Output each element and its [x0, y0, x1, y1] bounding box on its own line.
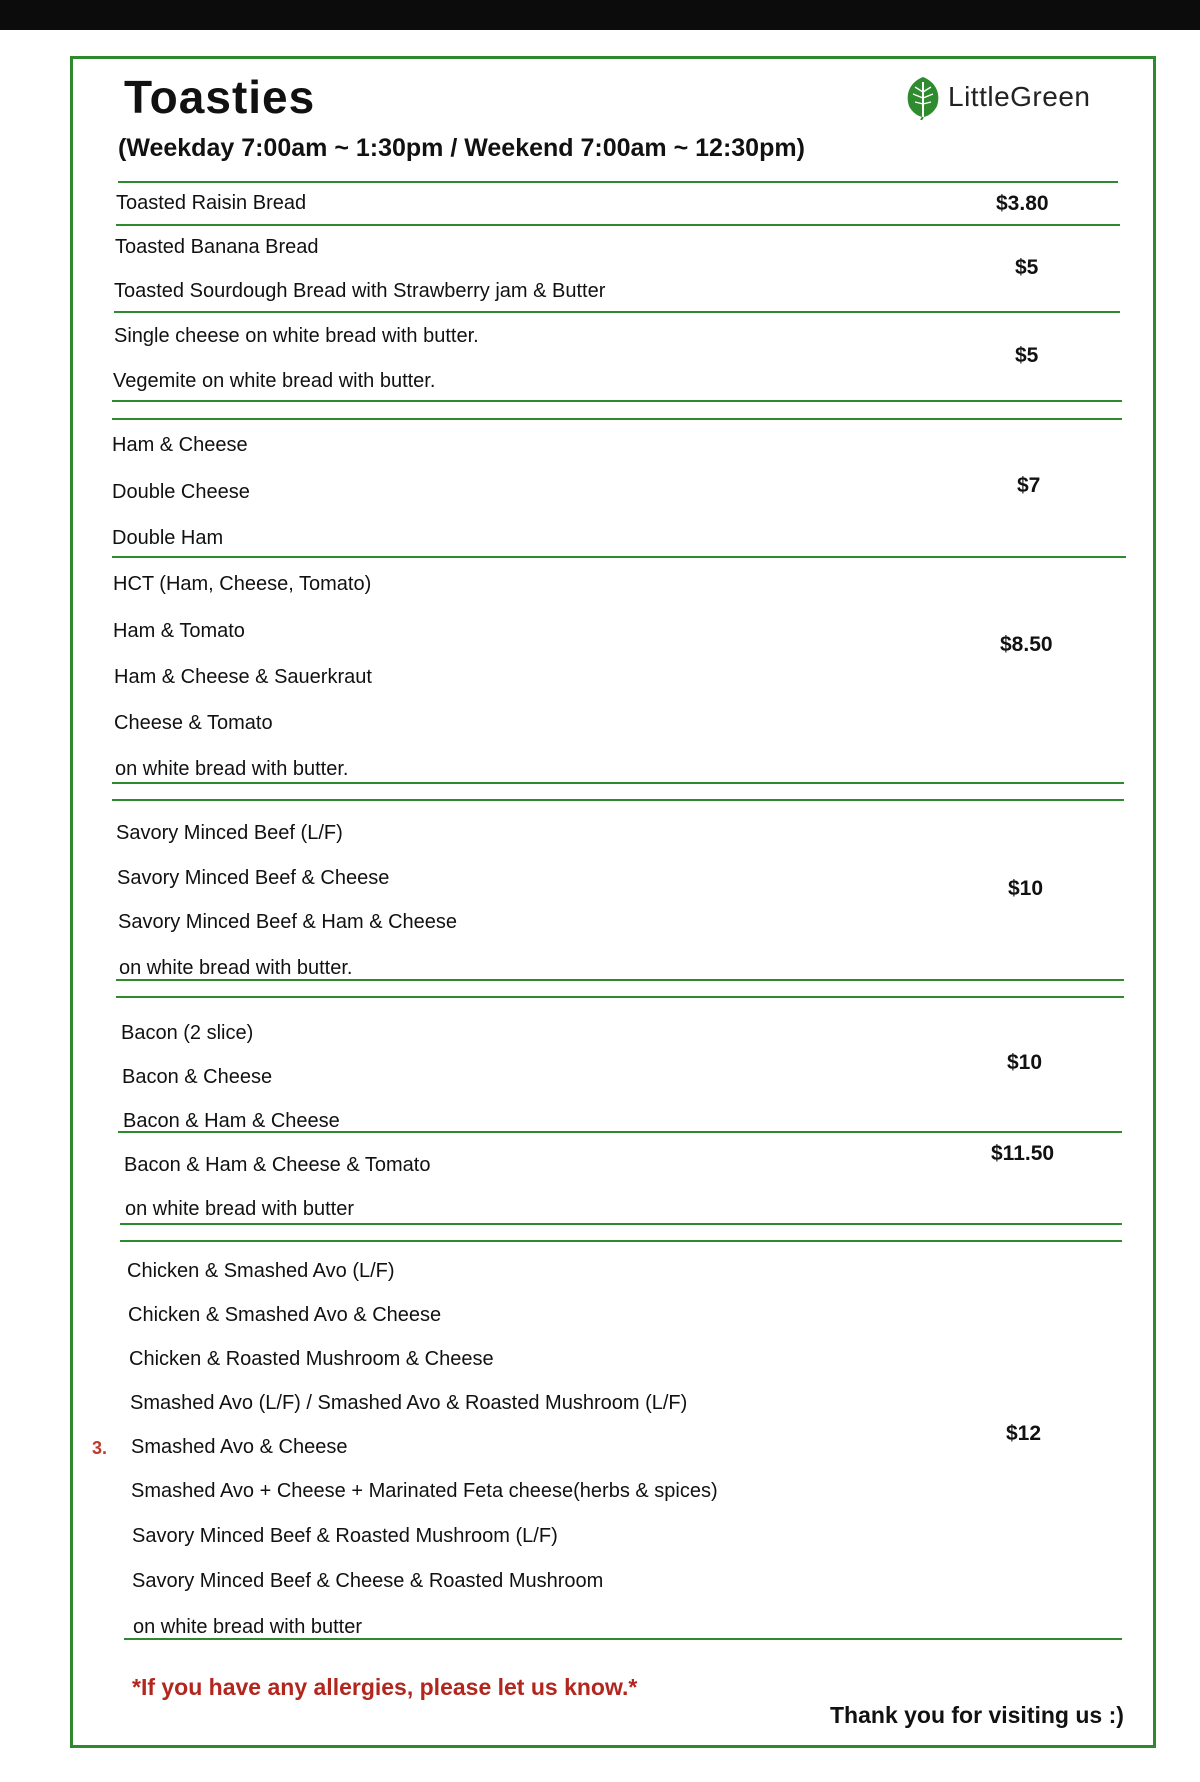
- menu-item: Bacon (2 slice): [121, 1022, 254, 1044]
- menu-price: $12: [1006, 1422, 1042, 1445]
- menu-item: Chicken & Smashed Avo & Cheese: [128, 1304, 442, 1326]
- thank-you-note: Thank you for visiting us :): [830, 1702, 1124, 1728]
- menu-title: Toasties: [124, 71, 316, 123]
- menu-item: Toasted Raisin Bread: [116, 192, 307, 214]
- menu-item: Toasted Sourdough Bread with Strawberry jam & Butter: [114, 280, 606, 302]
- divider: [112, 556, 1126, 558]
- menu-item: Single cheese on white bread with butter.: [114, 325, 479, 347]
- menu-item: Cheese & Tomato: [114, 712, 273, 734]
- menu-price: $5: [1015, 256, 1039, 279]
- divider: [112, 782, 1124, 784]
- menu-item: Bacon & Cheese: [122, 1066, 273, 1088]
- menu-price: $11.50: [991, 1142, 1055, 1165]
- top-dark-edge: [0, 0, 1200, 30]
- divider: [118, 181, 1118, 183]
- menu-item: Chicken & Smashed Avo (L/F): [127, 1260, 395, 1282]
- menu-item: Bacon & Ham & Cheese: [123, 1110, 340, 1132]
- menu-item: Smashed Avo & Cheese: [131, 1436, 348, 1458]
- menu-price: $10: [1008, 877, 1044, 900]
- menu-item: Ham & Tomato: [113, 620, 245, 642]
- menu-item: Vegemite on white bread with butter.: [113, 370, 436, 392]
- menu-price: $3.80: [996, 192, 1049, 215]
- menu-item: on white bread with butter: [133, 1616, 363, 1638]
- menu-price: $10: [1007, 1051, 1043, 1074]
- menu-price: $5: [1015, 344, 1039, 367]
- menu-item: Savory Minced Beef & Cheese: [117, 867, 390, 889]
- menu-item: Double Ham: [112, 527, 224, 549]
- leaf-icon: [902, 74, 944, 120]
- menu-item: Bacon & Ham & Cheese & Tomato: [124, 1154, 431, 1176]
- opening-hours: (Weekday 7:00am ~ 1:30pm / Weekend 7:00am ~ 12:30pm): [118, 134, 805, 162]
- menu-price: $8.50: [1000, 633, 1053, 656]
- menu-item: Savory Minced Beef & Cheese & Roasted Mushroom: [132, 1570, 604, 1592]
- divider: [114, 311, 1120, 313]
- menu-item: Ham & Cheese: [112, 434, 248, 456]
- menu-item: Double Cheese: [112, 481, 250, 503]
- divider: [116, 224, 1120, 226]
- menu-item: Smashed Avo + Cheese + Marinated Feta cheese(herbs & spices): [131, 1480, 718, 1502]
- divider: [112, 418, 1122, 420]
- menu-item: on white bread with butter.: [115, 758, 349, 780]
- menu-item: Savory Minced Beef & Roasted Mushroom (L/F): [132, 1525, 558, 1547]
- divider: [112, 799, 1124, 801]
- allergy-notice: *If you have any allergies, please let us know.*: [132, 1674, 638, 1700]
- divider: [120, 1240, 1122, 1242]
- menu-item: Toasted Banana Bread: [115, 236, 319, 258]
- menu-price: $7: [1017, 474, 1041, 497]
- handwritten-marker: 3.: [92, 1438, 108, 1458]
- brand-name: LittleGreen: [948, 81, 1091, 112]
- menu-item: Ham & Cheese & Sauerkraut: [114, 666, 372, 688]
- menu-item: Smashed Avo (L/F) / Smashed Avo & Roasted Mushroom (L/F): [130, 1392, 688, 1414]
- menu-item: Savory Minced Beef (L/F): [116, 822, 343, 844]
- divider: [112, 400, 1122, 402]
- divider: [116, 996, 1124, 998]
- menu-item: on white bread with butter: [125, 1198, 355, 1220]
- brand-logo: [902, 74, 1090, 120]
- menu-item: HCT (Ham, Cheese, Tomato): [113, 573, 372, 595]
- menu-item: Chicken & Roasted Mushroom & Cheese: [129, 1348, 494, 1370]
- menu-item: Savory Minced Beef & Ham & Cheese: [118, 911, 458, 933]
- menu-item: on white bread with butter.: [119, 957, 353, 979]
- divider: [120, 1223, 1122, 1225]
